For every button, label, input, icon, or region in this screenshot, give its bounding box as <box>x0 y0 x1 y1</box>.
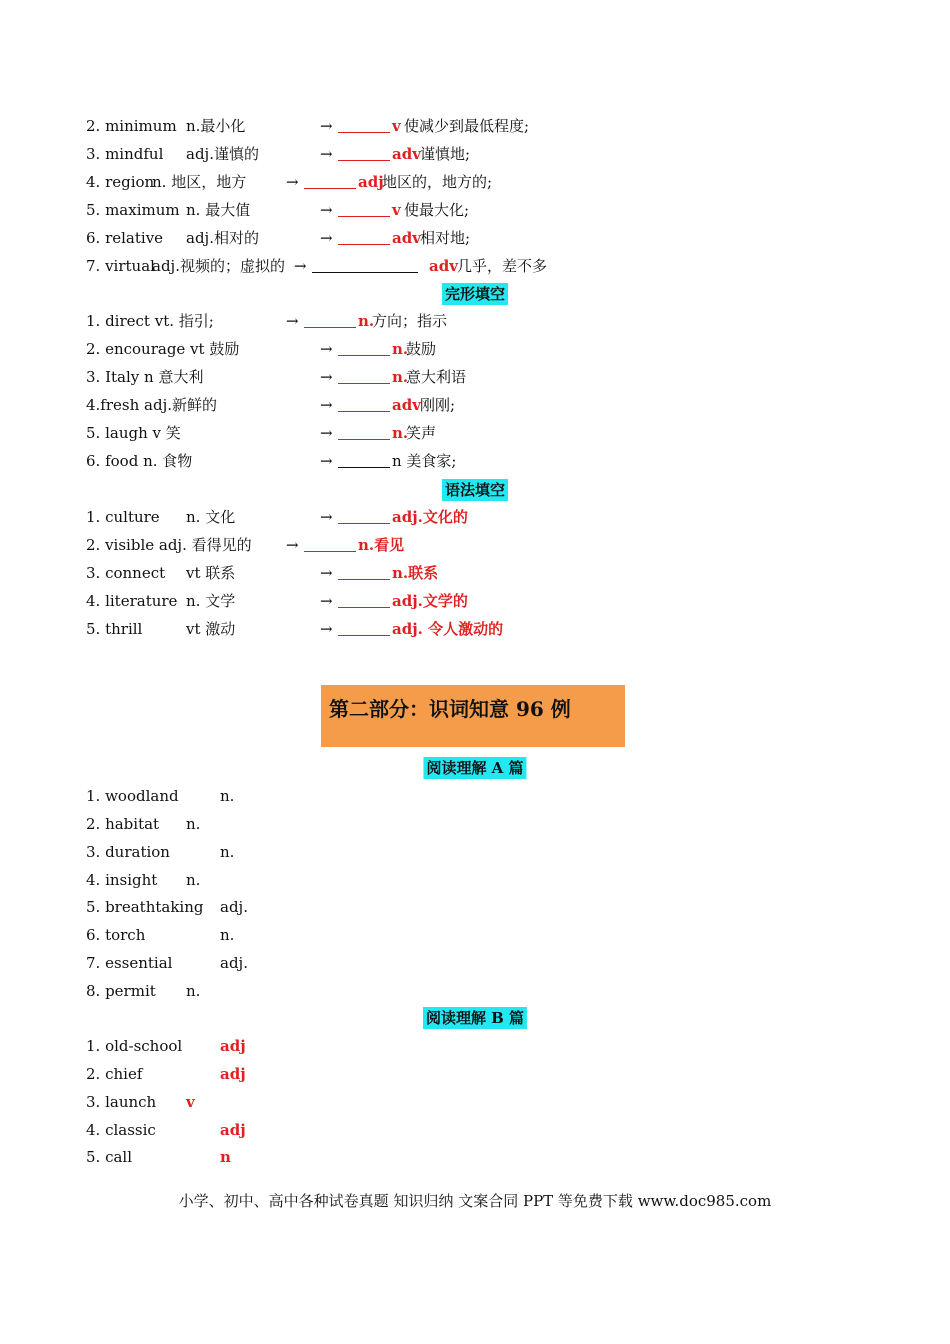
arrow-icon: → <box>320 396 333 414</box>
arrow-icon: → <box>320 452 333 470</box>
arrow-icon: → <box>320 117 333 135</box>
arrow-icon: → <box>320 508 333 526</box>
arrow-icon: → <box>320 592 333 610</box>
arrow-icon: → <box>320 424 333 442</box>
arrow-icon: → <box>320 340 333 358</box>
section-title-reading-b: 阅读理解 B 篇 <box>423 1007 527 1029</box>
arrow-icon: → <box>320 620 333 638</box>
arrow-icon: → <box>286 536 299 554</box>
arrow-icon: → <box>286 312 299 330</box>
page-footer: 小学、初中、高中各种试卷真题 知识归纳 文案合同 PPT 等免费下载 www.doc985.com <box>178 1192 772 1210</box>
part-two-heading <box>321 685 625 747</box>
arrow-icon: → <box>294 257 307 275</box>
arrow-icon: → <box>320 145 333 163</box>
arrow-icon: → <box>286 173 299 191</box>
section-title-reading-a: 阅读理解 A 篇 <box>423 757 526 779</box>
section-title-cloze: 完形填空 <box>442 283 508 305</box>
arrow-icon: → <box>320 564 333 582</box>
arrow-icon: → <box>320 229 333 247</box>
part-two-title: 第二部分：识词知意 96 例 <box>329 697 571 721</box>
arrow-icon: → <box>320 201 333 219</box>
arrow-icon: → <box>320 368 333 386</box>
section-title-grammar: 语法填空 <box>442 479 508 501</box>
